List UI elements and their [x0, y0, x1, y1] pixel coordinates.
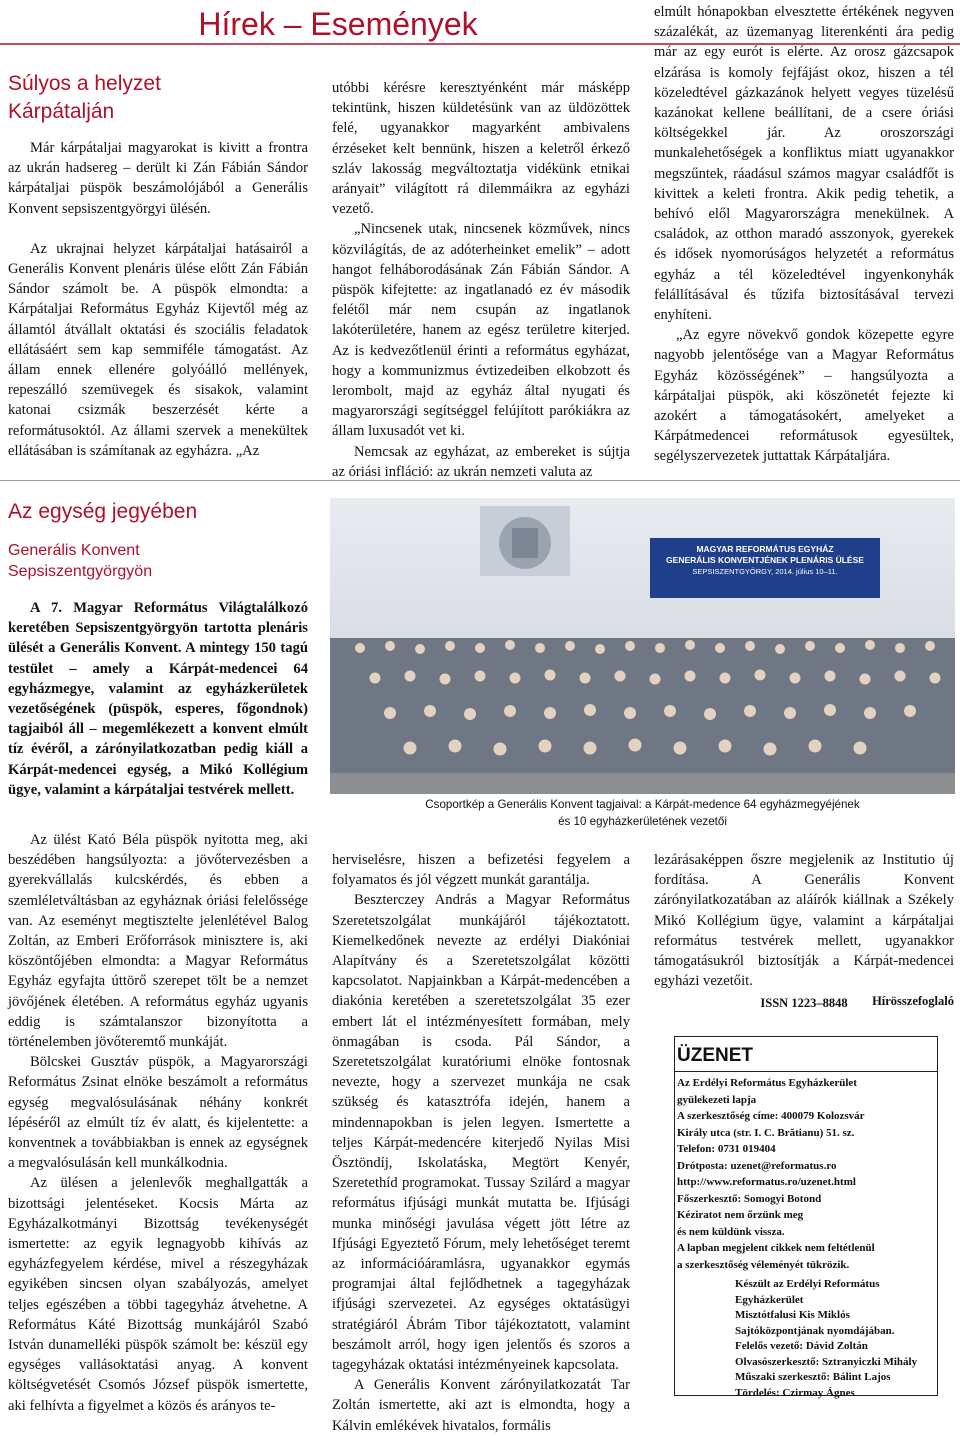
- article1-col3-p1: elmúlt hónapokban elvesztette értékének negyven százalékát, az üzemanyag literenkénti ára pedig már az egy eurót is elérte. Az orosz gázcsapok elzárása is komoly fejfájást okoz, hiszen a tél közeledtével gázkazánok helyett vegyes tüzelésű kazánokat kellene beállítani, de a csere óriási költségekkel jár. Az oroszországi munkalehetőségek a konfliktus miatt ugyanakkor megszűntek, ráadásul számos magyar családfőt is kivittek a keleti frontra. Akik pedig tehetik, a behívó elől Magyarországra menekülnek. A családok, az otthon maradó asszonyok, gyerekek és idősek nyomorúságos helyzetét a református egyház a tél közeledtével ingyenkonyhák felállításával és tűzifa biztosításával tervezi enyhíteni.: [654, 4, 954, 324]
- photo-banner: [650, 544, 880, 577]
- article1-title: [8, 70, 161, 126]
- article1-column-1: [8, 138, 308, 461]
- masthead-box: [674, 1036, 938, 1399]
- article2-c1-p3: Az ülésen a jelenlevők meghallgatták a bizottsági jelentéseket. Kocsis Márta az Egyházalkotmányi Bizottság tevékenységét ismertette: az egyik legnagyobb kihívás az egyházfegyelem kérdése, mivel a részegyházak egyikében sincsen olyan szabályozás, amelyet teljes egészében a többi tagegyház átvehetne. A Református Káté Bizottság munkájáról Szabó István dunamelléki püspök számolt be: készül egy egységes vallásoktatási anyag. A konvent költségvetését Csomós József püspök ismertette, aki felhívta a figyelmet a közös és arányos te-: [8, 1175, 308, 1414]
- masthead-line: gyülekezeti lapja: [677, 1093, 757, 1106]
- masthead-line: Telefon: 0731 019404: [677, 1143, 776, 1155]
- article1-col2-p2: „Nincsenek utak, nincsenek közművek, nincs közvilágítás, de az adóterheinket emelik” – adott hangot felháborodásának Zán Fábián Sándor. A püspök kifejtette: az ingatlanadó ez év második felétől már nem csupán az ingatlanok lakóterületére, hanem az egész területre kiterjed. Az is kedvezőtlenül érinti a református egyházat, hogy a kommunizmus évtizedeiben elkobzott és lerombolt, majd az egyház által nyugati és magyarországi segítséggel felújított parókiákra az állam luxusadót vet ki.: [332, 221, 630, 440]
- masthead-line: Király utca (str. I. C. Brătianu) 51. sz.: [677, 1126, 855, 1139]
- photo-caption: [330, 796, 955, 830]
- article2-subtitle: [8, 540, 152, 582]
- masthead-line: A szerkesztőség címe: 400079 Kolozsvár: [677, 1110, 865, 1122]
- masthead-line: A lapban megjelent cikkek nem feltétlenül: [677, 1242, 875, 1254]
- article1-column-2: [332, 78, 630, 482]
- article2-c1-p1: Az ülést Kató Béla püspök nyitotta meg, aki beszédében hangsúlyozta: a jövőtervezésben a gyerekvállalás kulcskérdés, és ebben a szemléletváltásban az egyháznak óriási felelőssége van. Az eseményt megtisztelte jelenlétével Balog Zoltán, az Emberi Erőforrások minisztere is, aki köszöntőjében elmondta: a Magyar Református Egyház egyfajta úttörő szerepet tölt be a nemzet jövőjének életében. A református egyház ugyanis eddig is számtalanszor bizonyította a történelemben jövőteremtő munkáját.: [8, 832, 308, 1051]
- article2-lead-block: [8, 598, 308, 800]
- article2-column-1: [8, 830, 308, 1416]
- issn: ISSN 1223–8848: [760, 996, 848, 1010]
- masthead-info: [677, 1075, 933, 1273]
- group-photo-image: [330, 498, 955, 794]
- print-line: Sajtóközpontjának nyomdájában.: [735, 1324, 895, 1337]
- article2-c3-p1: lezárásaképpen őszre megjelenik az Institutio új fordítása. A Generális Konvent zárónyilatkozatában az aláírók kiállnak a Székely Mikó Kollégium ügye, valamint a kárpátaljai református testvérek mellett, ugyanakkor támogatásukról biztosítják a Kárpát-medencei egyházi vezetőit.: [654, 852, 954, 990]
- photo-banner-line2: GENERÁLIS KONVENTJÉNEK PLENÁRIS ÜLÉSE: [666, 555, 864, 565]
- masthead-email: Drótposta: uzenet@reformatus.ro: [677, 1159, 837, 1172]
- article2-signature: Hírösszefoglaló: [872, 994, 954, 1009]
- masthead-line: Főszerkesztő: Somogyi Botond: [677, 1192, 822, 1205]
- masthead-line: Az Erdélyi Református Egyházkerület: [677, 1077, 857, 1089]
- article1-title-line2: Kárpátalján: [8, 100, 115, 123]
- article1-col2-p1: utóbbi kérésre keresztyénként már másképp tekintünk, hiszen küldetésünk van az üldözöttek felé, ugyanakkor magyarként ambivalens érzéseket kelt bennünk, hiszen a keletről érkező szláv lakosság megváltoztatja vidékünk etnikai arányait” világított rá dilemmáikra az egyházi vezető.: [332, 80, 630, 218]
- masthead-line: és nem küldünk vissza.: [677, 1225, 785, 1238]
- print-line: Tördelés: Czirmay Ágnes: [735, 1386, 855, 1399]
- section-divider: [0, 480, 960, 481]
- article1-column-3: [654, 2, 954, 467]
- article1-title-line1: Súlyos a helyzet: [8, 72, 161, 95]
- print-line: Felelős vezető: Dávid Zoltán: [735, 1340, 868, 1352]
- article1-lead: Már kárpátaljai magyarokat is kivitt a frontra az ukrán hadsereg – derült ki Zán Fábián Sándor kárpátaljai püspök beszámolójából a Generális Konvent sepsiszentgyörgyi ülésén.: [8, 140, 308, 217]
- group-photo: [330, 498, 955, 794]
- section-title: Hírek – Események: [198, 6, 478, 42]
- article2-c2-p3: A Generális Konvent zárónyilatkozatát Tar Zoltán ismertette, aki azt is elmondta, hogy a Kálvin emlékévek hivatalos, formális: [332, 1377, 630, 1434]
- article2-title: Az egység jegyében: [8, 500, 198, 523]
- photo-caption-line2: és 10 egyházkerületének vezetői: [558, 815, 727, 828]
- article2-c1-p2: Bölcskei Gusztáv püspök, a Magyarországi Református Zsinat elnöke beszámolt a református egység megvalósulásának néhány konkrét lépéséről az elmúlt tíz év alatt, és kijelentette: a konventnek a továbbiakban is ennek az egységnek a megvalósulásán kell munkálkodnia.: [8, 1054, 308, 1172]
- photo-banner-line1: MAGYAR REFORMÁTUS EGYHÁZ: [696, 544, 834, 554]
- masthead-title: ÜZENET: [677, 1045, 753, 1066]
- article1-body: Az ukrajnai helyzet kárpátaljai hatásairól a Generális Konvent plenáris ülése előtt Zán Fábián Sándor számolt be. A püspök elmondta: a Kárpátaljai Református Egyház Kijevtől még az államtól átvállalt oktatási és szociális feladatok ellátásáért sem kap semmiféle támogatást. Az állam ennek ellenére golyóálló mellények, repeszálló szemüvegek és sisakok, valamint katonai csizmák beszerzését kérte a reformátusoktól. Az állami szervek a menekültek ellátásában is számítanak az egyházra. „Az: [8, 240, 308, 459]
- masthead-print-info: [735, 1277, 935, 1401]
- article2-lead: A 7. Magyar Református Világtalálkozó keretében Sepsiszentgyörgyön tartotta plenáris ülését a Generális Konvent. A mintegy 150 tagú testület – amely a Kárpát-medencei 64 egyházmegye, valamint az egyházkerületek vezetőségének (püspök, esperes, főgondnok) tagjaiból áll – megemlékezett a konvent elmúlt tíz évéről, a zárónyilatkozatban pedig kiáll a Kárpát-medencei egység, a Mikó Kollégium ügye, valamint a kárpátaljai testvérek mellett.: [8, 600, 308, 798]
- masthead-rule: [675, 1071, 937, 1072]
- article2-column-3: [654, 850, 954, 1012]
- photo-banner-line3: SEPSISZENTGYÖRGY, 2014. július 10–11.: [692, 567, 838, 576]
- article2-c2-p2: Beszterczey András a Magyar Református Szeretetszolgálat munkájáról tájékoztatott. Kiemelkedőnek nevezte az erdélyi Diakóniai Alapítvány és a Szeretetszolgálat közötti kapcsolatot. Napjainkban a Kárpát-medencében a diakónia keretében a szeretetszolgálat 35 ezer embert lát el intézményesített formában, mely önmagában is csoda. Pál Sándor, a Szeretetszolgálat kuratóriumi elnöke fontosnak nevezte, hogy a szervezet munkája ne csak szükség és katasztrófa idején, hanem a mindennapokban is jelen legyen. Ismertette a teljes Kárpát-medencére kiterjedő Nyilas Misi Ösztöndíj, Iskolatáska, Megtört Kenyér, Szeretethíd programokat. Tussay Szilárd a magyar református ifjúsági munkát mutatta be. Ifjúsági munka minőségi javulása végett jött létre az Ifjúsági Egyeztető Fórum, mely lehetőséget teremt az információáramlásra, ugyanakkor egymás programjai által fejlődhetnek a tagegyházak ifjúsági szervezetei. Az egységes oktatásügyi stratégiáról Ábrám Tibor tájékoztatott, valamint beszámolt arról, hogy igen jelentős és szoros a tagegyházak oktatási intézményeinek kapcsolata.: [332, 892, 630, 1374]
- article1-col3-p2: „Az egyre növekvő gondok közepette egyre nagyobb jelentősége van a Magyar Református Egyház közösségének” – hangsúlyozta a kárpátaljai püspök, aki köszönetét fejezte ki azokért a támogatásokért, amelyeket a Kárpátmedencei reformátusok egyesültek, segélyszervezetek juttattak Kárpátaljára.: [654, 327, 954, 465]
- print-line: Készült az Erdélyi Református: [735, 1278, 880, 1290]
- article2-subtitle-line2: Sepsiszentgyörgyön: [8, 563, 153, 580]
- masthead-website: http://www.reformatus.ro/uzenet.html: [677, 1176, 856, 1188]
- print-line: Műszaki szerkesztő: Bálint Lajos: [735, 1371, 891, 1383]
- article2-column-2: [332, 850, 630, 1436]
- photo-caption-line1: Csoportkép a Generális Konvent tagjaival: a Kárpát-medence 64 egyházmegyéjének: [425, 798, 860, 811]
- article2-subtitle-line1: Generális Konvent: [8, 542, 140, 559]
- print-line: Egyházkerület: [735, 1293, 804, 1306]
- article1-col2-p3: Nemcsak az egyházat, az embereket is sújtja az óriási infláció: az ukrán nemzeti valuta az: [332, 443, 630, 480]
- article2-c2-p1: herviselésre, hiszen a befizetési fegyelem a folyamatos és jól végzett munkát garantálja.: [332, 852, 630, 889]
- masthead-line: Kéziratot nem őrzünk meg: [677, 1209, 804, 1221]
- print-line: Olvasószerkesztő: Sztranyiczki Mihály: [735, 1355, 918, 1368]
- masthead-line: a szerkesztőség véleményét tükrözik.: [677, 1258, 850, 1271]
- print-line: Misztótfalusi Kis Miklós: [735, 1309, 850, 1321]
